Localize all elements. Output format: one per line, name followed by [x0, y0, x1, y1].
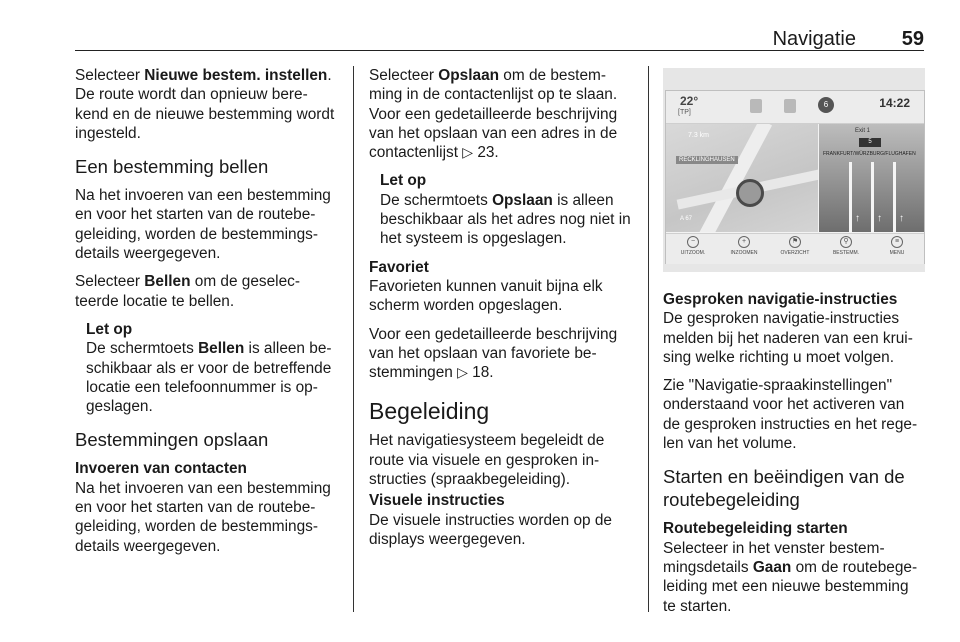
map-view: [666, 124, 818, 232]
flag-icon: ⚑: [789, 236, 801, 248]
paragraph: Selecteer Opslaan om de bestem-ming in de contactenlijst op te slaan. Voor een gedetailleerde beschrijving van het opslaan van een adres in de contactenlijst ▷ 23.: [369, 67, 618, 162]
road-label: A 67: [680, 216, 693, 222]
chapter-heading: Begeleiding: [369, 398, 490, 425]
nav-button-bar: [666, 233, 924, 264]
paragraph: Selecteer in het venster bestem-mingsdetails Gaan om de routebege-leiding met een nieuwe bestemming te starten.: [663, 539, 918, 615]
lane-arrow-icon: ↑: [855, 213, 860, 224]
paragraph: Voor een gedetailleerde beschrijving van het opslaan van favoriete be-stemmingen ▷ 18.: [369, 325, 618, 382]
section-heading: Een bestemming bellen: [75, 156, 269, 178]
section-heading: Starten en beëindigen van de routebegeleiding: [663, 466, 905, 511]
clock: 14:22: [879, 96, 910, 110]
lane-arrow-icon: ↑: [877, 213, 882, 224]
zoom-in-icon: +: [738, 236, 750, 248]
exit-label: Exit 1: [855, 128, 871, 134]
subsection-heading: Favoriet: [369, 258, 429, 276]
column-2: [369, 66, 635, 558]
vehicle-position-icon: [736, 179, 764, 207]
paragraph: De visuele instructies worden op de displays weergegeven.: [369, 511, 612, 548]
menu-button[interactable]: ≡ MENU: [889, 238, 905, 256]
menu-icon: ≡: [891, 236, 903, 248]
subsection-heading: Gesproken navigatie-instructies: [663, 291, 898, 308]
lane-arrow-icon: ↑: [899, 213, 904, 224]
subsection-heading: Visuele instructies: [369, 492, 505, 510]
exit-number: 5: [859, 138, 881, 147]
section-heading: Bestemmingen opslaan: [75, 429, 269, 451]
note-box: [380, 171, 635, 248]
city-label: RECKLINGHAUSEN: [676, 156, 738, 164]
subsection-heading: Invoeren van contacten: [75, 460, 247, 478]
map-road: [694, 124, 772, 232]
temperature: 22°: [680, 94, 699, 108]
status-bar: [666, 91, 924, 124]
page-number: 59: [901, 28, 924, 50]
destination-button[interactable]: ⚲ BESTEMM.: [832, 238, 860, 256]
audio-icon: [750, 99, 762, 113]
subsection-heading: Routebegeleiding starten: [663, 520, 848, 538]
column-divider: [648, 66, 649, 612]
paragraph: Zie "Navigatie-spraakinstellingen" onderstaand voor het activeren van de gesproken instructies en het rege-len van het volume.: [663, 377, 918, 453]
lane-marking: [871, 162, 874, 232]
column-divider: [353, 66, 354, 612]
navigation-screen-figure: [663, 68, 925, 272]
note-title: Let op: [380, 172, 427, 190]
lane-guidance-view: [819, 124, 924, 232]
paragraph: Favorieten kunnen vanuit bijna elk scherm worden opgeslagen.: [369, 277, 603, 315]
overview-button[interactable]: ⚑ OVERZICHT: [780, 238, 810, 256]
zoom-out-icon: −: [687, 236, 699, 248]
lane-marking: [849, 162, 852, 232]
paragraph: De gesproken navigatie-instructies melden bij het naderen van een krui-sing welke richting u moet volgen.: [663, 310, 913, 366]
paragraph: Het navigatiesysteem begeleidt de route via visuele en gesproken in-structies (spraakbegeleiding).: [369, 432, 605, 489]
chapter-title: Navigatie: [772, 28, 856, 50]
paragraph: Selecteer Nieuwe bestem. instellen. De route wordt dan opnieuw bere-kend en de nieuwe bestemming wordt ingesteld.: [75, 67, 335, 142]
page-ref-arrow-icon: ▷: [457, 364, 468, 381]
distance-readout: 7.3 km: [688, 132, 710, 139]
note-text: De schermtoets Opslaan is alleen beschikbaar als het adres nog niet in het systeem is opgeslagen.: [380, 191, 631, 248]
page-header: [75, 28, 924, 51]
paragraph: Selecteer Bellen om de geselec-teerde locatie te bellen.: [75, 273, 300, 310]
zoom-out-button[interactable]: − UITZOOM.: [680, 238, 706, 256]
column-1: [75, 66, 341, 565]
note-text: De schermtoets Bellen is alleen be-schikbaar als er voor de betreffende locatie een telefoonnummer is op-geslagen.: [86, 340, 332, 416]
traffic-program-indicator: [TP]: [678, 109, 691, 116]
note-box: [86, 320, 341, 416]
phone-icon: [784, 99, 796, 113]
lane-marking: [893, 162, 896, 232]
nav-display: [665, 90, 925, 264]
zoom-in-button[interactable]: + INZOOMEN: [730, 238, 758, 256]
notification-badge: 6: [818, 97, 834, 113]
paragraph: Na het invoeren van een bestemming en voor het starten van de routebe-geleiding, worden de bestemmings-details weergegeven.: [75, 187, 331, 263]
column-3: [663, 290, 925, 625]
page-ref-arrow-icon: ▷: [462, 144, 474, 161]
paragraph: Na het invoeren van een bestemming en voor het starten van de routebe-geleiding, worden de bestemmings-details weergegeven.: [75, 479, 331, 555]
direction-sign: FRANKFURT/WÜRZBURG/FLUGHAFEN: [823, 151, 916, 157]
note-title: Let op: [86, 320, 133, 338]
search-icon: ⚲: [840, 236, 852, 248]
